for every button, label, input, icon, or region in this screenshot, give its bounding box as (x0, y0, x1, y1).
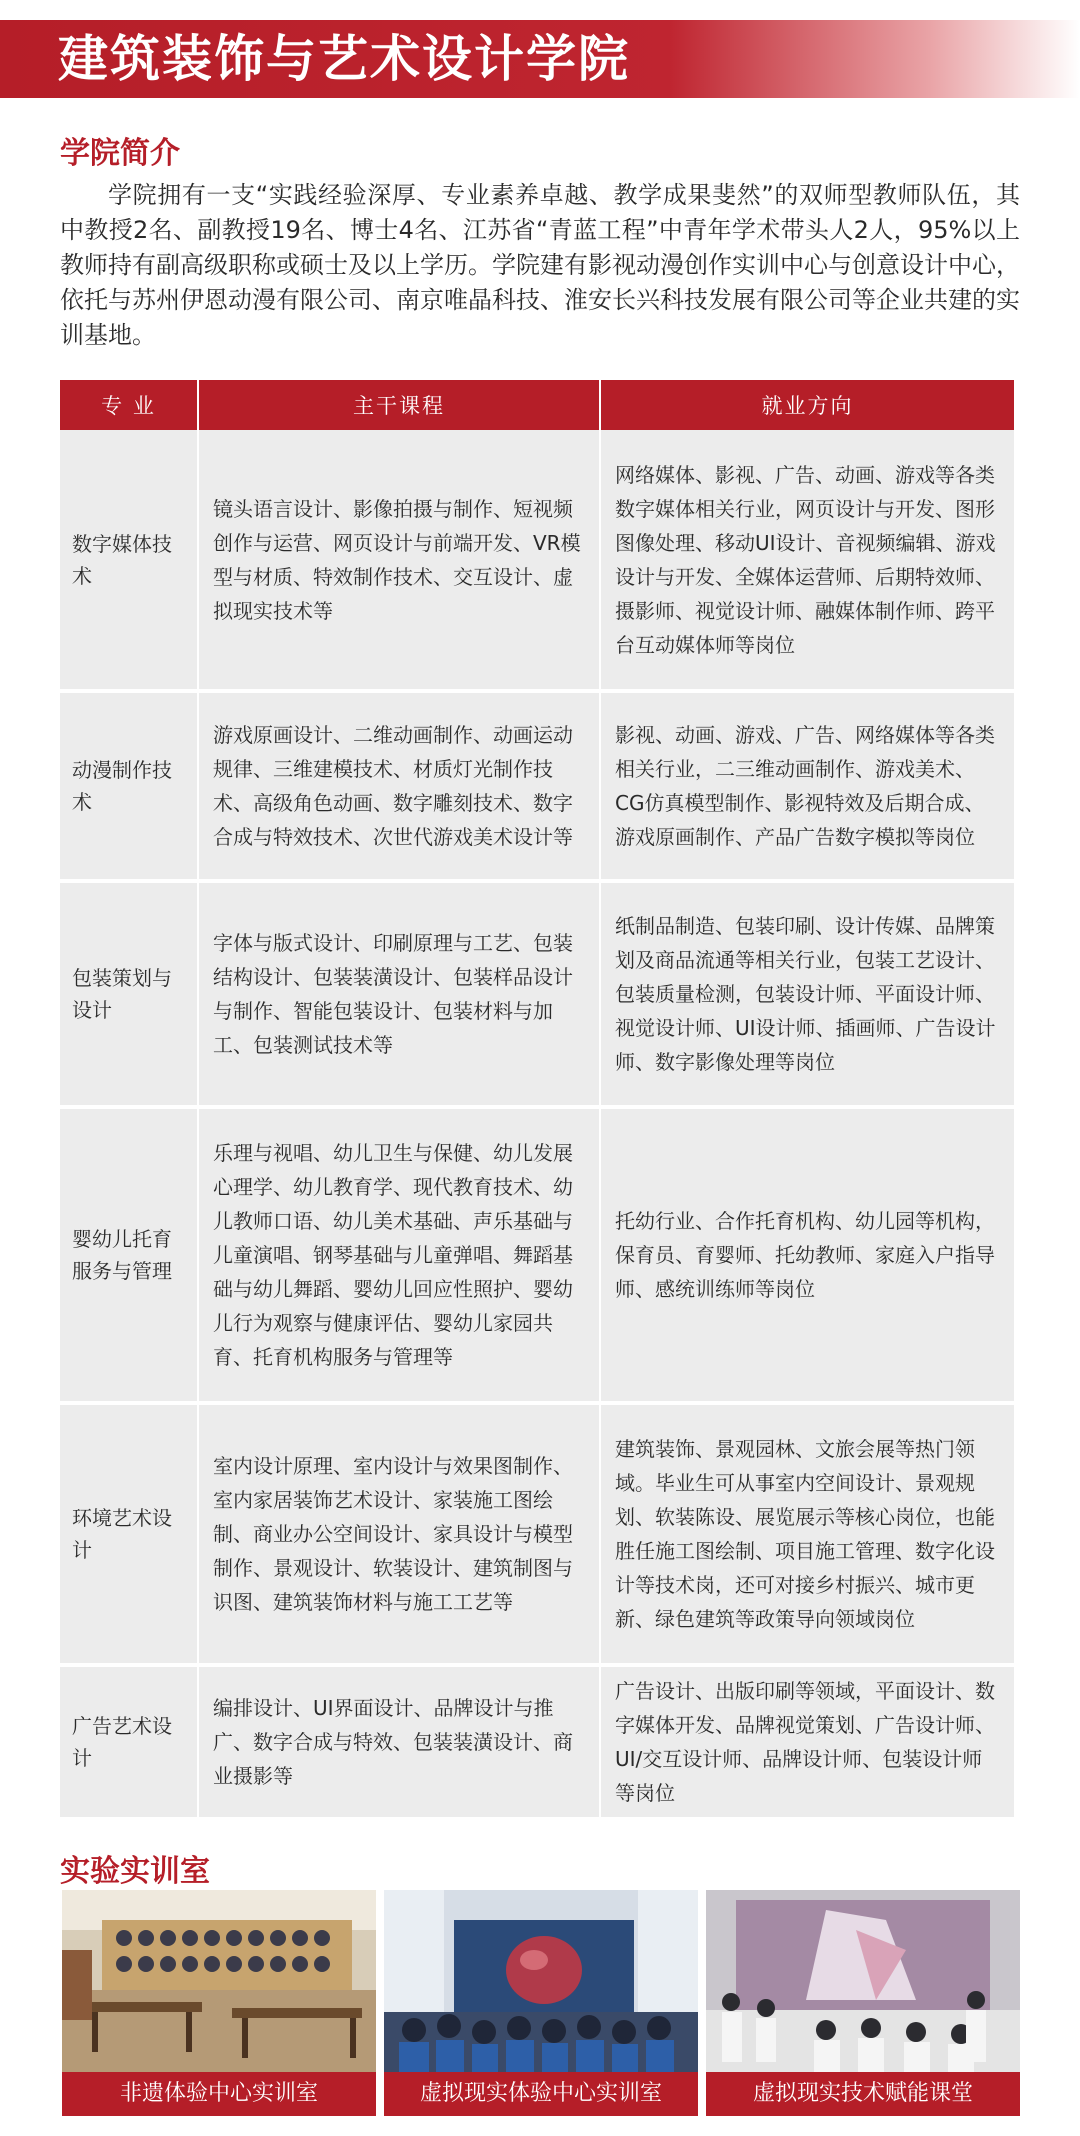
major-courses: 乐理与视唱、幼儿卫生与保健、幼儿发展心理学、幼儿教育学、现代教育技术、幼儿教师口语、幼儿美术基础、声乐基础与儿童演唱、钢琴基础与儿童弹唱、舞蹈基础与幼儿舞蹈、婴幼儿回应性照护、婴幼儿行为观察与健康评估、婴幼儿家园共育、托育机构服务与管理等 (198, 1107, 600, 1403)
lab-photo-vr-classroom (706, 1890, 1020, 2116)
lab-caption: 虚拟现实技术赋能课堂 (706, 2072, 1020, 2116)
lab-photo-vr-center (384, 1890, 698, 2116)
major-jobs: 广告设计、出版印刷等领域，平面设计、数字媒体开发、品牌视觉策划、广告设计师、UI/交互设计师、品牌设计师、包装设计师等岗位 (600, 1665, 1014, 1819)
major-jobs: 影视、动画、游戏、广告、网络媒体等各类相关行业，二三维动画制作、游戏美术、CG仿真模型制作、影视特效及后期合成、游戏原画制作、产品广告数字模拟等岗位 (600, 691, 1014, 881)
intro-heading: 学院简介 (60, 136, 180, 171)
major-name: 包装策划与设计 (60, 881, 198, 1107)
lab-caption: 非遗体验中心实训室 (62, 2072, 376, 2116)
major-courses: 室内设计原理、室内设计与效果图制作、室内家居装饰艺术设计、家装施工图绘制、商业办公空间设计、家具设计与模型制作、景观设计、软装设计、建筑制图与识图、建筑装饰材料与施工工艺等 (198, 1403, 600, 1665)
header-jobs: 就业方向 (600, 380, 1014, 430)
major-courses: 镜头语言设计、影像拍摄与制作、短视频创作与运营、网页设计与前端开发、VR模型与材质、特效制作技术、交互设计、虚拟现实技术等 (198, 430, 600, 691)
table-row (60, 1403, 1014, 1665)
majors-table (60, 380, 1014, 1821)
lab-photo-heritage (62, 1890, 376, 2116)
vr-classroom-image (706, 1890, 1020, 2072)
header-banner (0, 20, 1080, 98)
heritage-room-image (62, 1890, 376, 2072)
table-row (60, 430, 1014, 691)
major-name: 动漫制作技术 (60, 691, 198, 881)
table-row (60, 691, 1014, 881)
major-courses: 编排设计、UI界面设计、品牌设计与推广、数字合成与特效、包装装潢设计、商业摄影等 (198, 1665, 600, 1819)
major-name: 数字媒体技术 (60, 430, 198, 691)
lab-caption: 虚拟现实体验中心实训室 (384, 2072, 698, 2116)
table-header-row (60, 380, 1014, 430)
major-name: 广告艺术设计 (60, 1665, 198, 1819)
major-jobs: 网络媒体、影视、广告、动画、游戏等各类数字媒体相关行业，网页设计与开发、图形图像处理、移动UI设计、音视频编辑、游戏设计与开发、全媒体运营师、后期特效师、摄影师、视觉设计师、融媒体制作师、跨平台互动媒体师等岗位 (600, 430, 1014, 691)
header-courses: 主干课程 (198, 380, 600, 430)
major-courses: 字体与版式设计、印刷原理与工艺、包装结构设计、包装装潢设计、包装样品设计与制作、智能包装设计、包装材料与加工、包装测试技术等 (198, 881, 600, 1107)
page-title: 建筑装饰与艺术设计学院 (58, 29, 630, 88)
lab-photos (62, 1890, 1028, 2116)
major-name: 婴幼儿托育服务与管理 (60, 1107, 198, 1403)
labs-heading: 实验实训室 (60, 1854, 210, 1889)
vr-center-image (384, 1890, 698, 2072)
major-jobs: 建筑装饰、景观园林、文旅会展等热门领域。毕业生可从事室内空间设计、景观规划、软装陈设、展览展示等核心岗位，也能胜任施工图绘制、项目施工管理、数字化设计等技术岗，还可对接乡村振兴、城市更新、绿色建筑等政策导向领域岗位 (600, 1403, 1014, 1665)
major-courses: 游戏原画设计、二维动画制作、动画运动规律、三维建模技术、材质灯光制作技术、高级角色动画、数字雕刻技术、数字合成与特效技术、次世代游戏美术设计等 (198, 691, 600, 881)
major-jobs: 纸制品制造、包装印刷、设计传媒、品牌策划及商品流通等相关行业，包装工艺设计、包装质量检测，包装设计师、平面设计师、视觉设计师、UI设计师、插画师、广告设计师、数字影像处理等岗位 (600, 881, 1014, 1107)
table-row (60, 1665, 1014, 1819)
intro-paragraph: 学院拥有一支“实践经验深厚、专业素养卓越、教学成果斐然”的双师型教师队伍，其中教授2名、副教授19名、博士4名、江苏省“青蓝工程”中青年学术带头人2人，95%以上教师持有副高级职称或硕士及以上学历。学院建有影视动漫创作实训中心与创意设计中心，依托与苏州伊恩动漫有限公司、南京唯晶科技、淮安长兴科技发展有限公司等企业共建的实训基地。 (60, 181, 1020, 349)
major-name: 环境艺术设计 (60, 1403, 198, 1665)
major-jobs: 托幼行业、合作托育机构、幼儿园等机构，保育员、育婴师、托幼教师、家庭入户指导师、感统训练师等岗位 (600, 1107, 1014, 1403)
table-row (60, 1107, 1014, 1403)
table-row (60, 881, 1014, 1107)
header-major: 专 业 (60, 380, 198, 430)
